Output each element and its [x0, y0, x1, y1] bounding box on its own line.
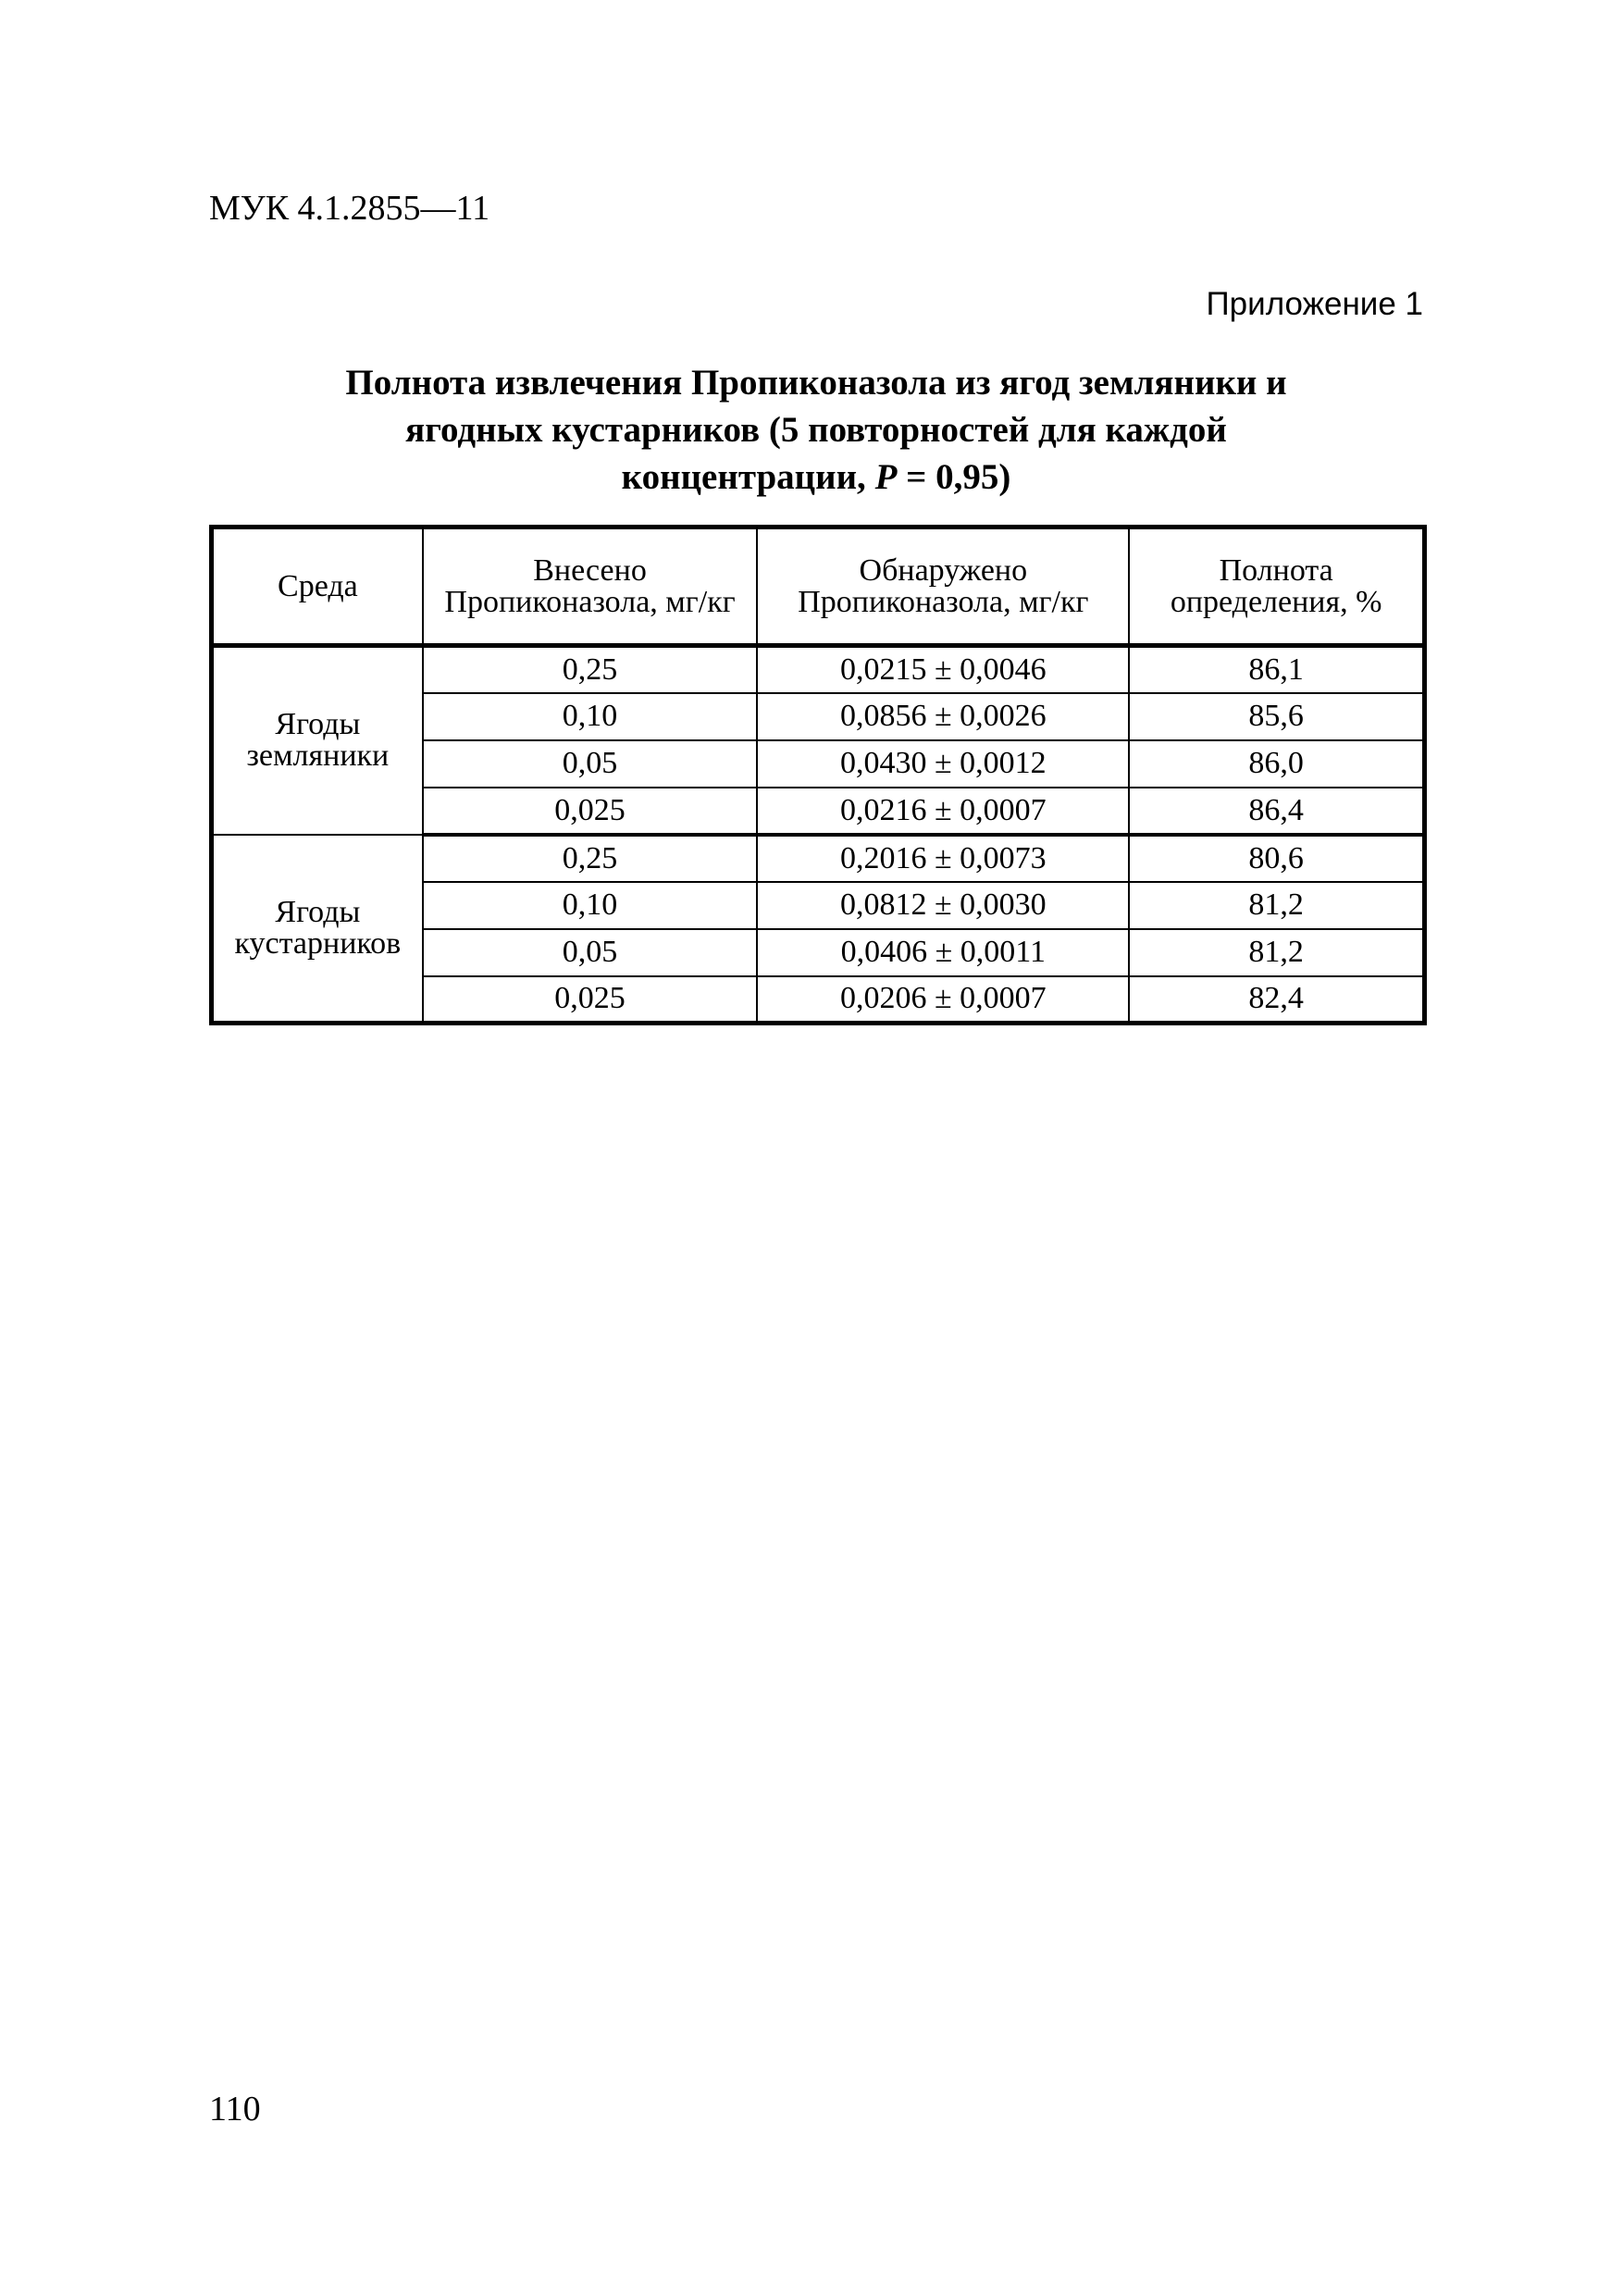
table-title — [209, 359, 1423, 501]
table-row — [212, 646, 1425, 693]
recovery-cell: 80,6 — [1129, 835, 1424, 882]
added-cell: 0,025 — [423, 788, 758, 835]
title-line-3 — [209, 453, 1423, 501]
added-cell: 0,25 — [423, 646, 758, 693]
found-cell: 0,0216 ± 0,0007 — [757, 788, 1129, 835]
header-added: Внесено Пропиконазола, мг/кг — [423, 527, 758, 646]
recovery-cell: 86,1 — [1129, 646, 1424, 693]
medium-cell: Ягоды кустарников — [212, 835, 423, 1024]
recovery-cell: 81,2 — [1129, 882, 1424, 929]
found-cell: 0,0856 ± 0,0026 — [757, 693, 1129, 740]
title-line-1: Полнота извлечения Пропиконазола из ягод земляники и — [345, 363, 1287, 403]
document-code: МУК 4.1.2855—11 — [209, 189, 490, 228]
title-line-3-prefix: концентрации, — [621, 457, 875, 497]
found-cell: 0,0406 ± 0,0011 — [757, 929, 1129, 976]
header-medium: Среда — [212, 527, 423, 646]
title-line-3-suffix: = 0,95) — [897, 457, 1011, 497]
recovery-cell: 81,2 — [1129, 929, 1424, 976]
found-cell: 0,0812 ± 0,0030 — [757, 882, 1129, 929]
recovery-table — [209, 525, 1427, 1025]
recovery-cell: 82,4 — [1129, 976, 1424, 1024]
title-p-symbol: P — [874, 457, 898, 497]
found-cell: 0,2016 ± 0,0073 — [757, 835, 1129, 882]
added-cell: 0,05 — [423, 929, 758, 976]
found-cell: 0,0206 ± 0,0007 — [757, 976, 1129, 1024]
page-number: 110 — [209, 2090, 261, 2128]
added-cell: 0,25 — [423, 835, 758, 882]
appendix-label: Приложение 1 — [1206, 286, 1423, 322]
table-row — [212, 835, 1425, 882]
medium-cell: Ягоды земляники — [212, 646, 423, 835]
recovery-cell: 85,6 — [1129, 693, 1424, 740]
header-recovery: Полнота определения, % — [1129, 527, 1424, 646]
table-header-row — [212, 527, 1425, 646]
added-cell: 0,10 — [423, 693, 758, 740]
found-cell: 0,0430 ± 0,0012 — [757, 740, 1129, 788]
added-cell: 0,10 — [423, 882, 758, 929]
recovery-cell: 86,0 — [1129, 740, 1424, 788]
recovery-cell: 86,4 — [1129, 788, 1424, 835]
header-found: Обнаружено Пропиконазола, мг/кг — [757, 527, 1129, 646]
added-cell: 0,05 — [423, 740, 758, 788]
title-line-2: ягодных кустарников (5 повторностей для каждой — [405, 410, 1227, 450]
added-cell: 0,025 — [423, 976, 758, 1024]
found-cell: 0,0215 ± 0,0046 — [757, 646, 1129, 693]
